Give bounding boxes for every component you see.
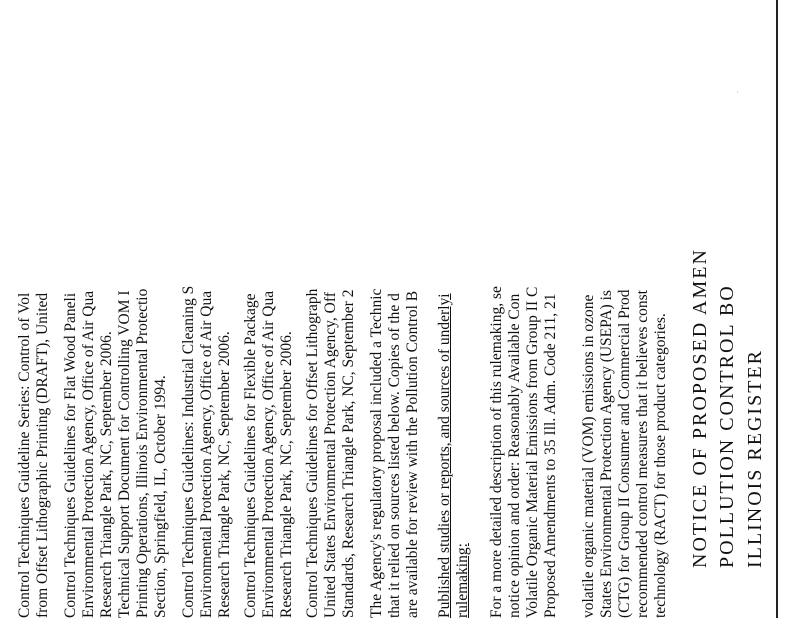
text-line: Research Triangle Park, NC, September 2006. [216, 331, 233, 618]
text-line: Section, Springfield, IL, October 1994. [152, 375, 169, 618]
text-line: Control Techniques Guidelines: Industrial Cleaning S [180, 285, 197, 618]
notice-title: NOTICE OF PROPOSED AMEN [689, 248, 711, 568]
text-line: Research Triangle Park, NC, September 2006. [98, 331, 115, 618]
text-line: (CTG) for Group II Consumer and Commercial Prod [616, 289, 633, 618]
text-line: Printing Operations, Illinois Environmental Protectio [134, 288, 151, 618]
reference-flexible-package [242, 291, 296, 618]
paragraph-agency-proposal [368, 289, 422, 618]
paragraph-published-studies [436, 293, 472, 618]
text-line: recommended control measures that it believes const [634, 290, 651, 618]
header-rule [776, 0, 778, 618]
scan-artifact: · [736, 88, 739, 98]
rotated-document-content [16, 0, 800, 618]
text-line: volatile organic material (VOM) emissions in ozone [580, 294, 597, 618]
text-line: Published studies or reports, and sources of underlyi [436, 293, 453, 618]
text-line: Environmental Protection Agency, Office of Air Qua [80, 290, 97, 618]
text-line: Proposed Amendments to 35 Ill. Adm. Code 211, 21 [542, 293, 559, 618]
text-line: Control Techniques Guidelines for Flat Wood Paneli [62, 292, 79, 618]
text-line: that it relied on sources listed below. Copies of the d [386, 293, 403, 618]
text-line: Control Techniques Guidelines for Offset Lithograph [304, 288, 321, 618]
text-line: Research Triangle Park, NC, September 2006. [278, 331, 295, 618]
text-line: Technical Support Document for Controlling VOM I [116, 290, 133, 618]
text-line: Standards, Research Triangle Park, NC, September 2 [340, 289, 357, 618]
text-line: notice opinion and order: Reasonably Available Con [506, 293, 523, 618]
text-line: Volatile Organic Material Emissions from Group II C [524, 286, 541, 618]
text-line: technology (RACT) for those product categories. [652, 313, 669, 618]
text-line: Control Techniques Guidelines for Flexible Package [242, 293, 259, 618]
reference-offset-lithograph [304, 289, 358, 618]
paragraph-detailed-description [488, 286, 560, 618]
text-line: rulemaking: [454, 543, 471, 618]
paragraph-vom-emissions [580, 290, 670, 618]
reference-industrial-cleaning [180, 286, 234, 618]
reference-flat-wood-paneling [62, 289, 170, 618]
text-line: from Offset Lithographic Printing (DRAFT), United [34, 292, 51, 618]
board-title: POLLUTION CONTROL BO [716, 284, 738, 568]
text-line: are available for review with the Pollution Control B [404, 290, 421, 618]
text-line: The Agency's regulatory proposal included a Technic [368, 288, 385, 618]
reference-offset-lithographic-draft [16, 293, 52, 618]
text-line: States Environmental Protection Agency (USEPA) is [598, 290, 615, 618]
text-line: Control Techniques Guideline Series: Control of Vol [16, 292, 33, 618]
text-line: Environmental Protection Agency, Office of Air Qua [260, 290, 277, 618]
text-line: United States Environmental Protection Agency, Off [322, 292, 339, 618]
text-line: For a more detailed description of this rulemaking, se [488, 286, 505, 618]
register-title: ILLINOIS REGISTER [744, 349, 766, 568]
text-line: Environmental Protection Agency, Office of Air Qua [198, 290, 215, 618]
